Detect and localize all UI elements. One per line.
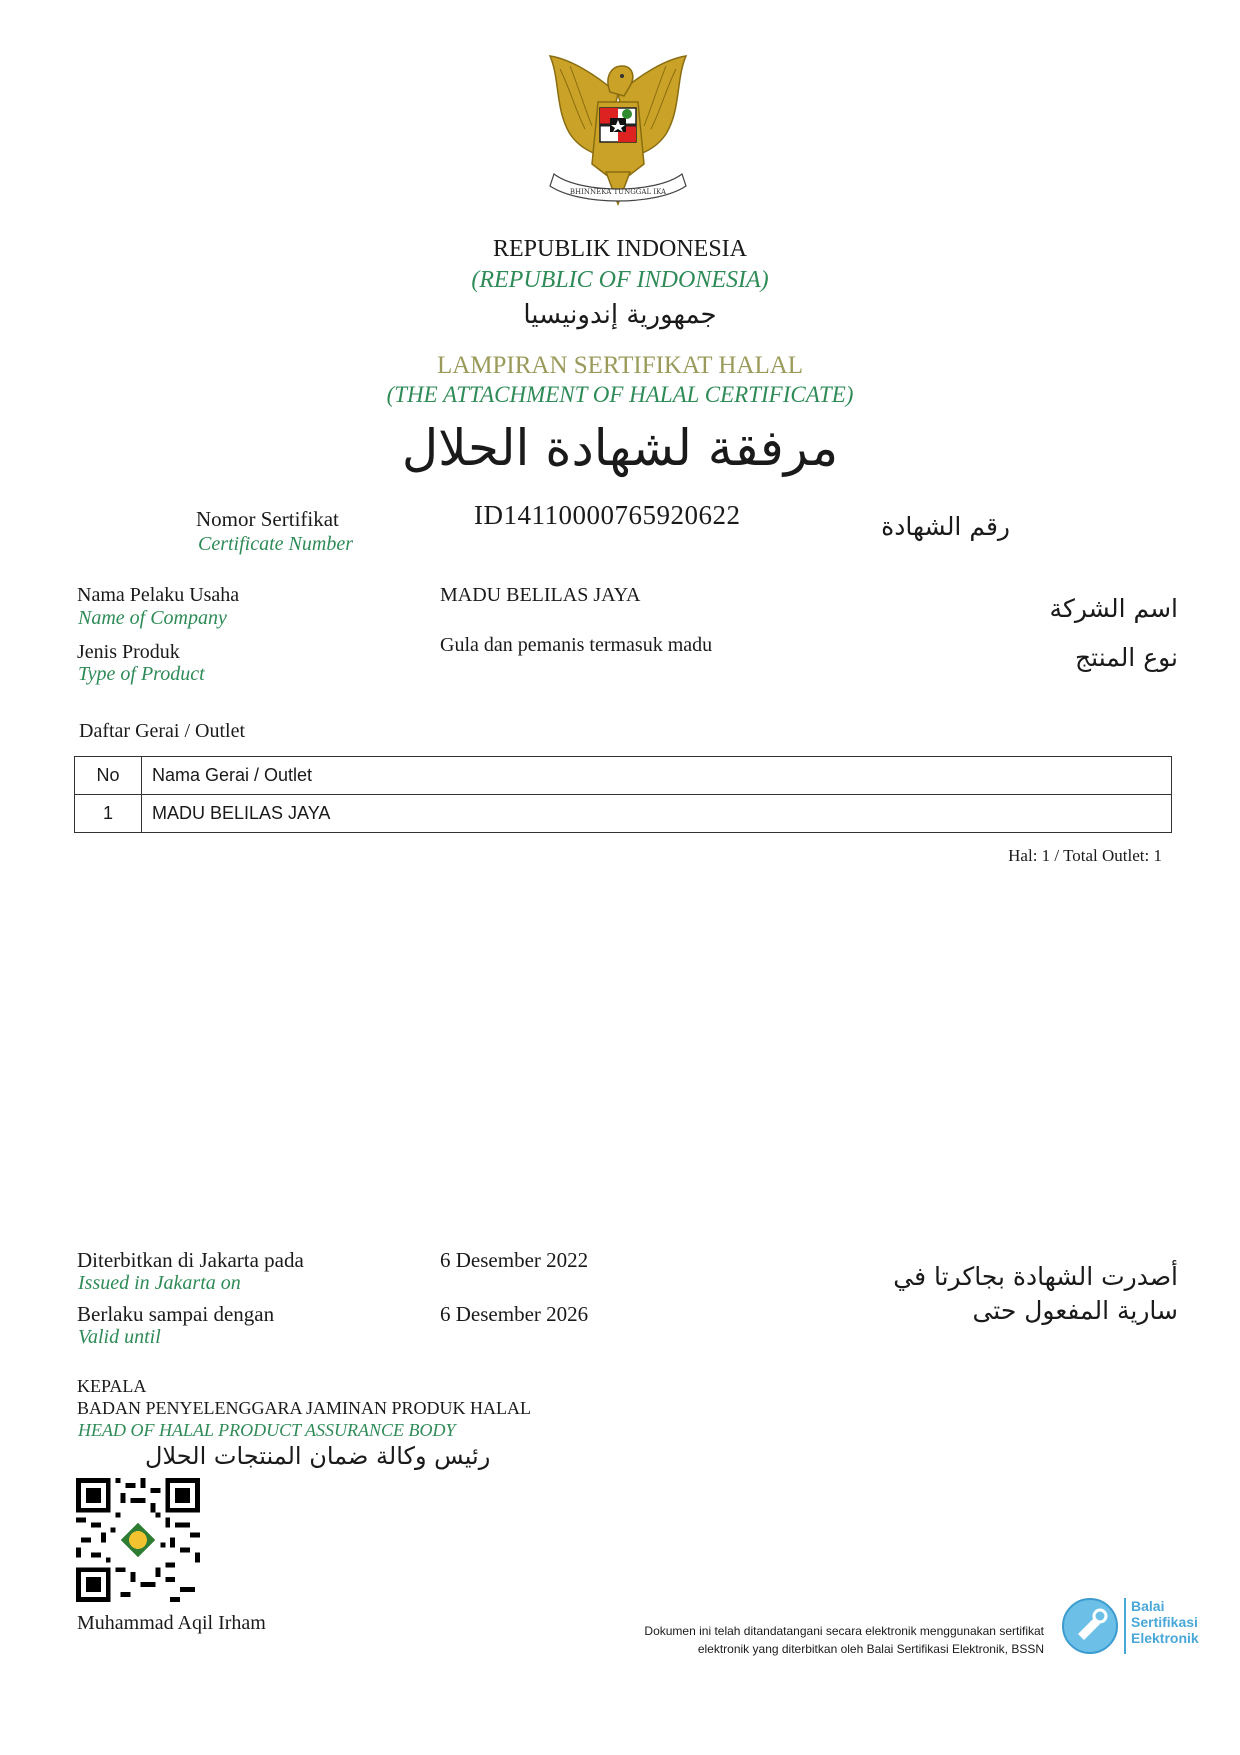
outlet-table xyxy=(74,756,1172,833)
e-signature-note-line1: Dokumen ini telah ditandatangani secara elektronik menggunakan sertifikat xyxy=(644,1624,1044,1638)
outlet-table-header xyxy=(75,757,1172,795)
column-header-no: No xyxy=(75,757,142,795)
company-value: MADU BELILAS JAYA xyxy=(440,584,641,606)
product-label-ar: نوع المنتج xyxy=(1075,643,1178,672)
bse-logo-line3: Elektronik xyxy=(1131,1630,1199,1646)
doc-title: LAMPIRAN SERTIFIKAT HALAL xyxy=(436,352,804,379)
signatory-agency: BADAN PENYELENGGARA JAMINAN PRODUK HALAL xyxy=(77,1398,531,1418)
outlet-list-heading: Daftar Gerai / Outlet xyxy=(79,720,246,742)
certificate-number-label: Nomor Sertifikat xyxy=(196,507,339,531)
e-signature-note-line2: elektronik yang diterbitkan oleh Balai Sertifikasi Elektronik, BSSN xyxy=(697,1642,1044,1656)
product-label-en: Type of Product xyxy=(78,663,205,685)
doc-title-ar: مرفقة لشهادة الحلال xyxy=(401,419,839,477)
issued-label-en: Issued in Jakarta on xyxy=(78,1272,241,1294)
signatory-name: Muhammad Aqil Irham xyxy=(77,1612,266,1634)
valid-label-en: Valid until xyxy=(78,1326,161,1348)
signatory-agency-en: HEAD OF HALAL PRODUCT ASSURANCE BODY xyxy=(78,1420,456,1440)
emblem-motto: BHINNEKA TUNGGAL IKA xyxy=(569,188,667,196)
qr-code-icon xyxy=(76,1478,200,1602)
issued-label-ar: أصدرت الشهادة بجاكرتا في xyxy=(893,1262,1178,1291)
outlet-name: MADU BELILAS JAYA xyxy=(142,795,1172,833)
valid-label: Berlaku sampai dengan xyxy=(77,1302,275,1326)
bse-logo-line2: Sertifikasi xyxy=(1131,1614,1198,1630)
outlet-pagination: Hal: 1 / Total Outlet: 1 xyxy=(1008,846,1162,865)
column-header-outlet-name: Nama Gerai / Outlet xyxy=(142,757,1172,795)
company-label-en: Name of Company xyxy=(78,607,227,629)
signatory-title: KEPALA xyxy=(77,1376,147,1396)
signatory-agency-ar: رئيس وكالة ضمان المنتجات الحلال xyxy=(145,1442,491,1470)
country-name-en: (REPUBLIC OF INDONESIA) xyxy=(471,267,769,293)
outlet-no: 1 xyxy=(75,795,142,833)
product-label: Jenis Produk xyxy=(77,641,180,663)
issued-label: Diterbitkan di Jakarta pada xyxy=(77,1248,304,1272)
issued-date: 6 Desember 2022 xyxy=(440,1248,589,1272)
valid-label-ar: سارية المفعول حتى xyxy=(972,1296,1178,1325)
valid-date: 6 Desember 2026 xyxy=(440,1302,589,1326)
company-label: Nama Pelaku Usaha xyxy=(77,584,240,606)
certificate-number-value: ID14110000765920622 xyxy=(474,500,741,530)
country-name: REPUBLIK INDONESIA xyxy=(493,236,747,262)
certificate-number-label-en: Certificate Number xyxy=(198,533,353,555)
bse-logo xyxy=(1060,1596,1220,1658)
company-label-ar: اسم الشركة xyxy=(1049,594,1178,623)
bse-shield-icon xyxy=(1060,1596,1120,1656)
e-signature-note xyxy=(644,1622,1044,1658)
country-name-ar: جمهورية إندونيسيا xyxy=(523,300,717,330)
certificate-number-label-ar: رقم الشهادة xyxy=(881,512,1010,541)
doc-title-en: (THE ATTACHMENT OF HALAL CERTIFICATE) xyxy=(386,382,854,407)
table-row xyxy=(75,795,1172,833)
product-value: Gula dan pemanis termasuk madu xyxy=(440,634,713,656)
garuda-emblem-icon xyxy=(540,54,696,214)
bse-logo-line1: Balai xyxy=(1131,1598,1165,1614)
